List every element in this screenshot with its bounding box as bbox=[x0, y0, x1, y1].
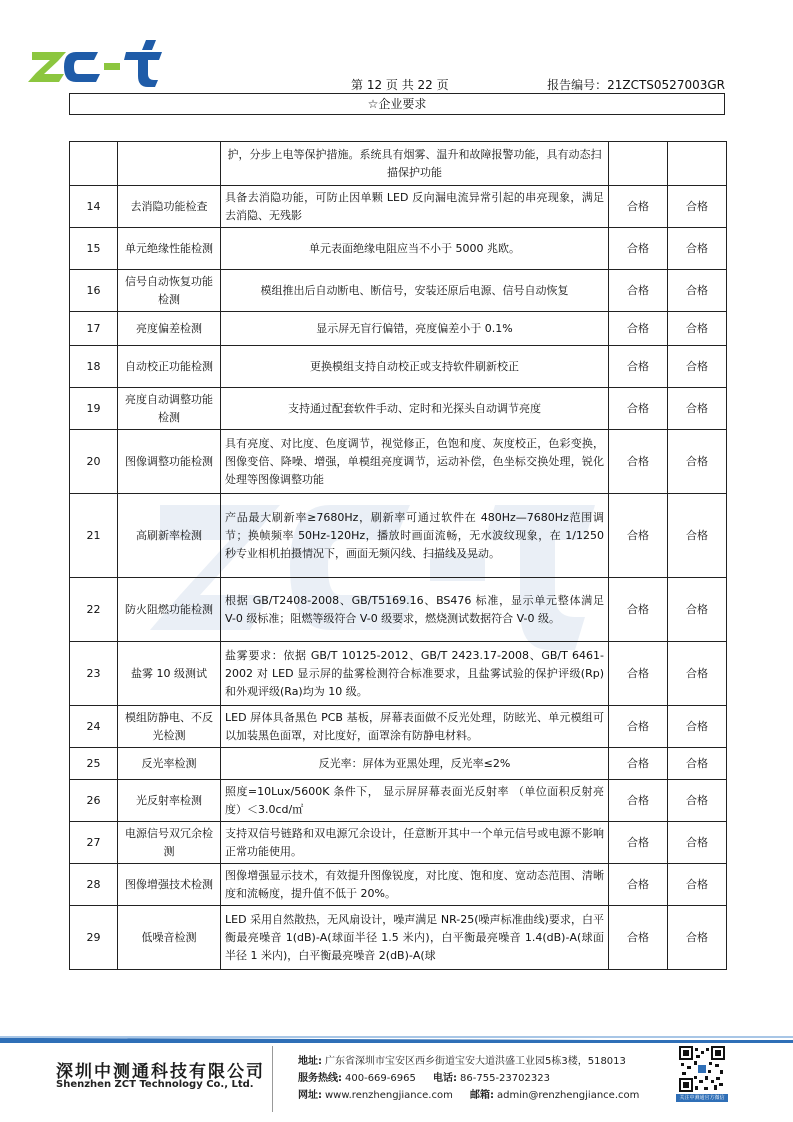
qr-caption: 关注中测通官方微信 bbox=[676, 1094, 728, 1102]
test-item: 单元绝缘性能检测 bbox=[118, 228, 221, 270]
result-cell: 合格 bbox=[609, 748, 668, 780]
row-number: 22 bbox=[70, 578, 118, 642]
footer-contacts bbox=[298, 1069, 550, 1084]
hotline-value: 400-669-6965 bbox=[345, 1073, 416, 1084]
company-name-en: Shenzhen ZCT Technology Co., Ltd. bbox=[56, 1079, 254, 1090]
table-row bbox=[70, 706, 727, 748]
table-row bbox=[70, 494, 727, 578]
test-item: 反光率检测 bbox=[118, 748, 221, 780]
result-cell: 合格 bbox=[609, 186, 668, 228]
test-item: 去消隐功能检查 bbox=[118, 186, 221, 228]
row-number: 26 bbox=[70, 780, 118, 822]
table-row bbox=[70, 780, 727, 822]
row-number: 18 bbox=[70, 346, 118, 388]
footer-address bbox=[298, 1052, 626, 1067]
row-number: 23 bbox=[70, 642, 118, 706]
row-number: 20 bbox=[70, 430, 118, 494]
address-label: 地址: bbox=[298, 1056, 322, 1067]
table-row bbox=[70, 312, 727, 346]
test-requirement: 单元表面绝缘电阻应当不小于 5000 兆欧。 bbox=[221, 228, 609, 270]
result-cell: 合格 bbox=[668, 864, 727, 906]
row-number: 21 bbox=[70, 494, 118, 578]
test-item: 图像增强技术检测 bbox=[118, 864, 221, 906]
test-item: 亮度自动调整功能检测 bbox=[118, 388, 221, 430]
footer-stripe bbox=[0, 1036, 793, 1043]
result-cell: 合格 bbox=[609, 578, 668, 642]
test-requirement: LED 屏体具备黑色 PCB 基板，屏幕表面做不反光处理，防眩光、单元模组可以加装黑色面罩，对比度好，面罩涂有防静电材料。 bbox=[221, 706, 609, 748]
result-cell: 合格 bbox=[609, 864, 668, 906]
result-cell: 合格 bbox=[668, 186, 727, 228]
result-cell: 合格 bbox=[609, 346, 668, 388]
test-requirement: 显示屏无盲行偏错，亮度偏差小于 0.1% bbox=[221, 312, 609, 346]
table-row bbox=[70, 270, 727, 312]
row-number: 24 bbox=[70, 706, 118, 748]
result-cell: 合格 bbox=[609, 228, 668, 270]
test-requirement: LED 采用自然散热，无风扇设计，噪声满足 NR-25(噪声标准曲线)要求，白平衡最亮噪音 1(dB)-A(球面半径 1.5 米内)，白平衡最亮噪音 1.4(dB)-A(球面半径 1 米内)，白平衡最亮噪音 2(dB)-A(球 bbox=[221, 906, 609, 970]
row-number: 15 bbox=[70, 228, 118, 270]
table-row bbox=[70, 142, 727, 186]
result-cell: 合格 bbox=[668, 642, 727, 706]
table-row bbox=[70, 346, 727, 388]
table-row bbox=[70, 228, 727, 270]
row-number: 29 bbox=[70, 906, 118, 970]
result-cell: 合格 bbox=[668, 906, 727, 970]
row-number: 27 bbox=[70, 822, 118, 864]
test-requirement: 产品最大刷新率≥7680Hz，刷新率可通过软件在 480Hz—7680Hz范围调节；换帧频率 50Hz-120Hz，播放时画面流畅，无水波纹现象，在 1/1250 秒专业相机拍摄情况下，画面无频闪线、扫描线及晃动。 bbox=[221, 494, 609, 578]
address-value: 广东省深圳市宝安区西乡街道宝安大道洪盛工业园5栋3楼，518013 bbox=[325, 1056, 626, 1067]
table-row bbox=[70, 578, 727, 642]
phone-label: 电话: bbox=[433, 1073, 458, 1084]
result-cell: 合格 bbox=[609, 494, 668, 578]
table-row bbox=[70, 388, 727, 430]
result-cell: 合格 bbox=[668, 228, 727, 270]
requirements-table bbox=[69, 141, 727, 970]
test-requirement: 盐雾要求：依据 GB/T 10125-2012、GB/T 2423.17-2008、GB/T 6461-2002 对 LED 显示屏的盐雾检测符合标准要求，且盐雾试验的保护评级(Rp)和外观评级(Ra)均为 10 级。 bbox=[221, 642, 609, 706]
result-cell: 合格 bbox=[668, 388, 727, 430]
result-cell: 合格 bbox=[609, 780, 668, 822]
section-title: ☆企业要求 bbox=[69, 93, 725, 115]
web-value[interactable]: www.renzhengjiance.com bbox=[325, 1090, 453, 1101]
result-cell: 合格 bbox=[668, 578, 727, 642]
test-requirement: 模组推出后自动断电、断信号，安装还原后电源、信号自动恢复 bbox=[221, 270, 609, 312]
qr-code-icon bbox=[679, 1046, 725, 1092]
test-item bbox=[118, 142, 221, 186]
report-number: 报告编号：21ZCTS0527003GR bbox=[547, 78, 725, 92]
test-item: 电源信号双冗余检测 bbox=[118, 822, 221, 864]
row-number: 19 bbox=[70, 388, 118, 430]
test-requirement: 图像增强显示技术，有效提升图像锐度，对比度、饱和度、宽动态范围、清晰度和流畅度，提升值不低于 20%。 bbox=[221, 864, 609, 906]
page-number: 第 12 页 共 22 页 bbox=[351, 78, 449, 92]
table-row bbox=[70, 822, 727, 864]
test-item: 模组防静电、不反光检测 bbox=[118, 706, 221, 748]
row-number bbox=[70, 142, 118, 186]
result-cell: 合格 bbox=[609, 906, 668, 970]
phone-value: 86-755-23702323 bbox=[460, 1073, 550, 1084]
email-label: 邮箱: bbox=[470, 1090, 494, 1101]
test-requirement: 具备去消隐功能，可防止因单颗 LED 反向漏电流异常引起的串亮现象，满足去消隐、无残影 bbox=[221, 186, 609, 228]
test-item: 盐雾 10 级测试 bbox=[118, 642, 221, 706]
company-name-cn: 深圳中测通科技有限公司 bbox=[56, 1062, 265, 1082]
web-label: 网址: bbox=[298, 1090, 322, 1101]
test-requirement: 支持通过配套软件手动、定时和光探头自动调节亮度 bbox=[221, 388, 609, 430]
result-cell: 合格 bbox=[668, 706, 727, 748]
row-number: 28 bbox=[70, 864, 118, 906]
result-cell: 合格 bbox=[668, 748, 727, 780]
page-header bbox=[69, 76, 725, 92]
test-item: 光反射率检测 bbox=[118, 780, 221, 822]
result-cell bbox=[609, 142, 668, 186]
result-cell: 合格 bbox=[668, 494, 727, 578]
result-cell: 合格 bbox=[668, 270, 727, 312]
test-item: 图像调整功能检测 bbox=[118, 430, 221, 494]
row-number: 25 bbox=[70, 748, 118, 780]
table-row bbox=[70, 906, 727, 970]
test-requirement: 照度=10Lux/5600K 条件下， 显示屏屏幕表面光反射率 （单位面积反射亮度）＜3.0cd/㎡ bbox=[221, 780, 609, 822]
test-item: 亮度偏差检测 bbox=[118, 312, 221, 346]
hotline-label: 服务热线: bbox=[298, 1073, 342, 1084]
test-requirement: 支持双信号链路和双电源冗余设计，任意断开其中一个单元信号或电源不影响正常功能使用。 bbox=[221, 822, 609, 864]
result-cell: 合格 bbox=[668, 430, 727, 494]
table-row bbox=[70, 748, 727, 780]
result-cell: 合格 bbox=[668, 312, 727, 346]
test-item: 信号自动恢复功能检测 bbox=[118, 270, 221, 312]
result-cell: 合格 bbox=[609, 822, 668, 864]
table-row bbox=[70, 642, 727, 706]
result-cell: 合格 bbox=[668, 780, 727, 822]
row-number: 17 bbox=[70, 312, 118, 346]
table-row bbox=[70, 864, 727, 906]
table-row bbox=[70, 186, 727, 228]
email-value[interactable]: admin@renzhengjiance.com bbox=[497, 1090, 640, 1101]
result-cell: 合格 bbox=[609, 430, 668, 494]
footer-divider bbox=[272, 1046, 273, 1112]
test-item: 高刷新率检测 bbox=[118, 494, 221, 578]
test-requirement: 根据 GB/T2408-2008、GB/T5169.16、BS476 标准，显示单元整体满足 V-0 级标准；阻燃等级符合 V-0 级要求，燃烧测试数据符合 V-0 级。 bbox=[221, 578, 609, 642]
result-cell: 合格 bbox=[668, 346, 727, 388]
result-cell: 合格 bbox=[609, 388, 668, 430]
result-cell bbox=[668, 142, 727, 186]
test-item: 自动校正功能检测 bbox=[118, 346, 221, 388]
test-requirement: 护，分步上电等保护措施。系统具有烟雾、温升和故障报警功能，具有动态扫描保护功能 bbox=[221, 142, 609, 186]
result-cell: 合格 bbox=[609, 312, 668, 346]
test-requirement: 反光率：屏体为亚黑处理，反光率≤2% bbox=[221, 748, 609, 780]
result-cell: 合格 bbox=[668, 822, 727, 864]
test-requirement: 具有亮度、对比度、色度调节，视觉修正，色饱和度、灰度校正，色彩变换，图像变倍、降噪、增强，单模组亮度调节，运动补偿，色坐标交换处理，锐化处理等图像调整功能 bbox=[221, 430, 609, 494]
test-item: 防火阻燃功能检测 bbox=[118, 578, 221, 642]
test-item: 低噪音检测 bbox=[118, 906, 221, 970]
result-cell: 合格 bbox=[609, 642, 668, 706]
footer-web bbox=[298, 1086, 639, 1101]
test-requirement: 更换模组支持自动校正或支持软件刷新校正 bbox=[221, 346, 609, 388]
table-row bbox=[70, 430, 727, 494]
row-number: 14 bbox=[70, 186, 118, 228]
row-number: 16 bbox=[70, 270, 118, 312]
result-cell: 合格 bbox=[609, 706, 668, 748]
result-cell: 合格 bbox=[609, 270, 668, 312]
